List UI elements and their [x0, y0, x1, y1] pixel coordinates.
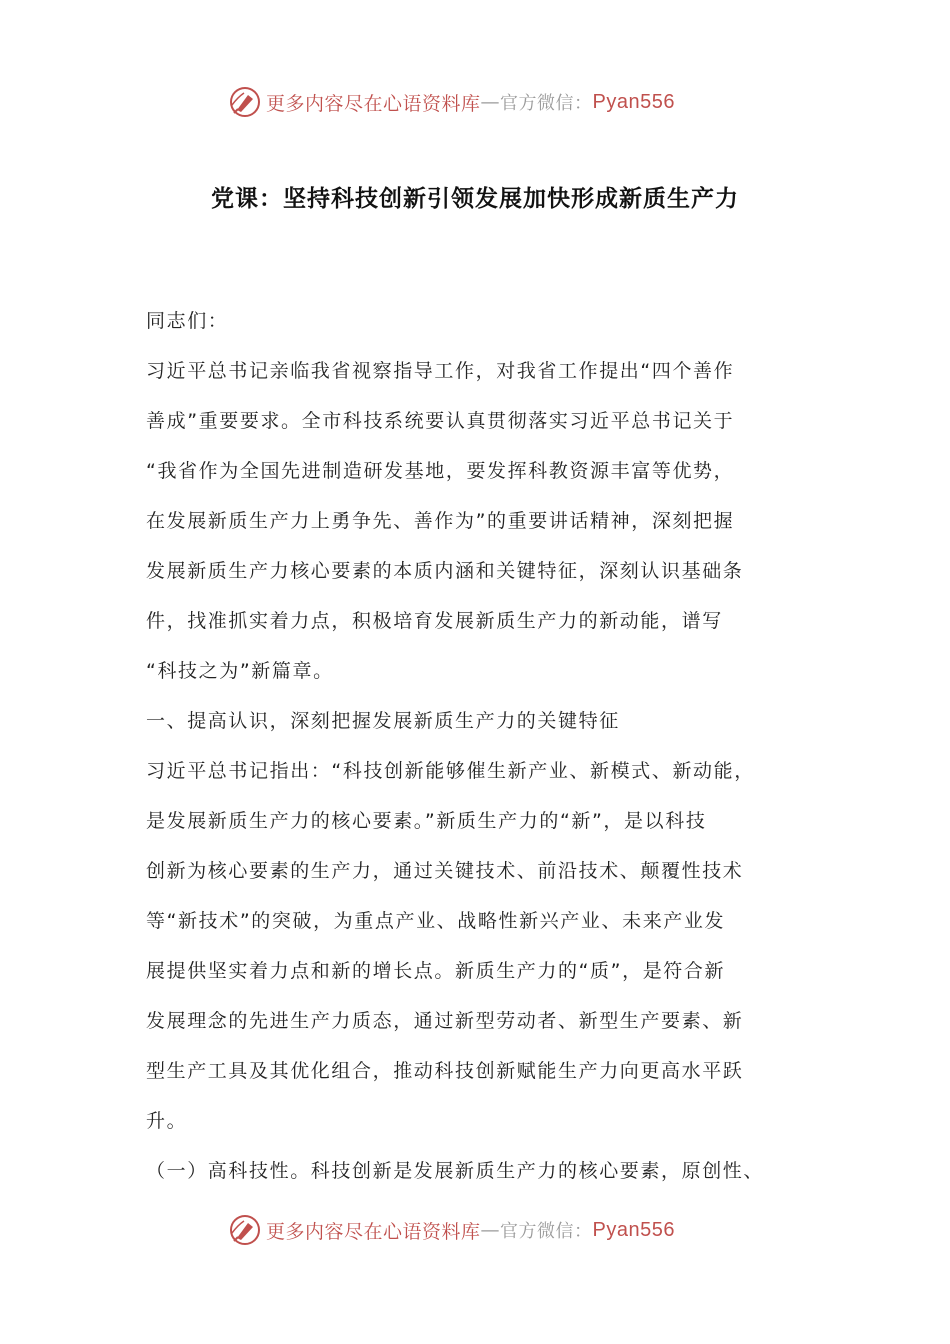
- body-line: 同志们：: [146, 310, 229, 332]
- watermark-wechat-label: 官方微信：: [500, 1221, 593, 1242]
- pen-nib-logo-icon: [228, 1213, 262, 1247]
- watermark-wechat-id: Pyan556: [592, 1218, 675, 1241]
- body-line: 习近平总书记指出：“科技创新能够催生新产业、新模式、新动能，: [146, 760, 755, 782]
- watermark-wechat-label: 官方微信：: [500, 93, 593, 114]
- body-line: 展提供坚实着力点和新的增长点。新质生产力的“质”，是符合新: [146, 960, 726, 982]
- body-line: 善成”重要要求。全市科技系统要认真贯彻落实习近平总书记关于: [146, 410, 735, 432]
- document-title: 党课：坚持科技创新引领发展加快形成新质生产力: [211, 186, 739, 212]
- header-watermark: [0, 82, 950, 122]
- section-heading: 一、提高认识，深刻把握发展新质生产力的关键特征: [146, 710, 620, 732]
- body-line: 创新为核心要素的生产力，通过关键技术、前沿技术、颠覆性技术: [146, 860, 744, 882]
- body-line: 型生产工具及其优化组合，推动科技创新赋能生产力向更高水平跃: [146, 1060, 744, 1082]
- body-line: 发展新质生产力核心要素的本质内涵和关键特征，深刻认识基础条: [146, 560, 744, 582]
- body-line: 件，找准抓实着力点，积极培育发展新质生产力的新动能，谱写: [146, 610, 723, 632]
- watermark-wechat-id: Pyan556: [592, 90, 675, 113]
- body-line: 等“新技术”的突破，为重点产业、战略性新兴产业、未来产业发: [146, 910, 726, 932]
- body-line: 在发展新质生产力上勇争先、善作为”的重要讲话精神，深刻把握: [146, 510, 735, 532]
- footer-watermark: [0, 1210, 950, 1250]
- watermark-dash: —: [480, 91, 501, 113]
- body-line: 升。: [146, 1110, 188, 1132]
- body-line: 是发展新质生产力的核心要素。”新质生产力的“新”，是以科技: [146, 810, 707, 832]
- watermark-site-text: 更多内容尽在心语资料库: [266, 1220, 481, 1243]
- document-body: [146, 296, 826, 1196]
- watermark-dash: —: [480, 1219, 501, 1241]
- body-line: （一）高科技性。科技创新是发展新质生产力的核心要素，原创性、: [146, 1160, 765, 1182]
- body-line: “我省作为全国先进制造研发基地，要发挥科教资源丰富等优势，: [146, 460, 735, 482]
- pen-nib-logo-icon: [228, 85, 262, 119]
- body-line: 习近平总书记亲临我省视察指导工作，对我省工作提出“四个善作: [146, 360, 735, 382]
- body-line: “科技之为”新篇章。: [146, 660, 334, 682]
- watermark-site-text: 更多内容尽在心语资料库: [266, 92, 481, 115]
- body-line: 发展理念的先进生产力质态，通过新型劳动者、新型生产要素、新: [146, 1010, 744, 1032]
